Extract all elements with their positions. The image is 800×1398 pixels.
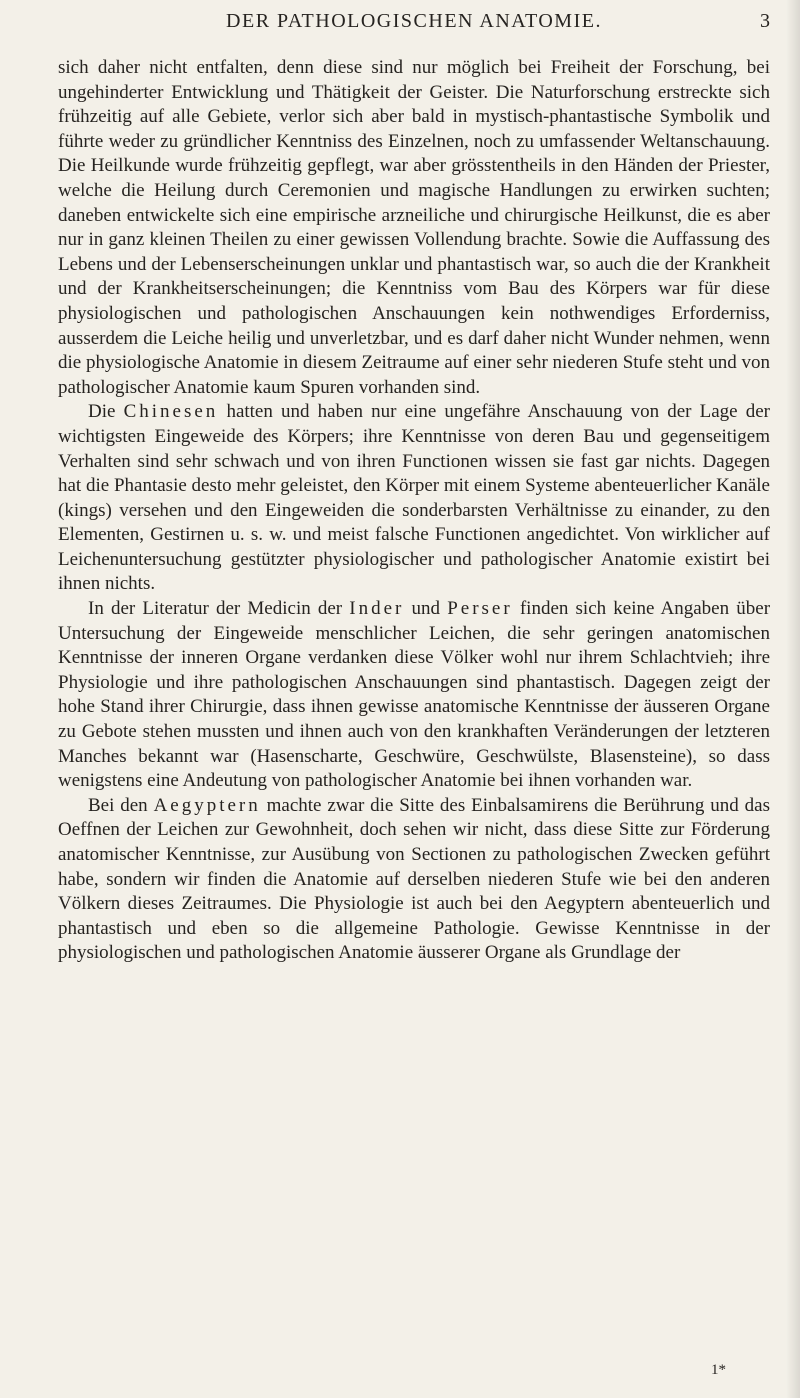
paragraph-2 bbox=[58, 400, 770, 597]
page-number: 3 bbox=[760, 10, 770, 32]
emphasized-name: Aegyptern bbox=[153, 794, 261, 816]
text-run: In der Literatur der Medicin der bbox=[88, 598, 350, 620]
text-run: Bei den bbox=[88, 794, 154, 816]
signature-mark: 1* bbox=[711, 1362, 726, 1378]
page-header bbox=[58, 10, 770, 40]
paragraph-4 bbox=[58, 794, 770, 966]
paragraph-3 bbox=[58, 597, 770, 794]
page-edge-shadow bbox=[786, 0, 800, 1398]
text-run: und bbox=[404, 598, 448, 620]
text-run: hatten und haben nur eine ungefähre Anschauung von der Lage der wichtigsten Eingeweide des Körpers; ihre Kenntnisse von deren Bau und gegenseitigem Verhalten sind sehr schwach und von ihren Functionen wissen sie fast gar nichts. Dagegen hat die Phantasie desto mehr geleistet, den Körper mit einem Systeme abenteuerlicher Kanäle (kings) versehen und den Eingeweiden die sonderbarsten Verhältnisse zu einander, zu den Elementen, Gestirnen u. s. w. und meist falsche Functionen angedichtet. Von wirklicher auf Leichenuntersuchung gestützter physiologischer und pathologischer Anatomie existirt bei ihnen nichts. bbox=[58, 401, 770, 595]
running-head: DER PATHOLOGISCHEN ANATOMIE. bbox=[226, 10, 602, 32]
emphasized-name: Inder bbox=[349, 598, 405, 620]
emphasized-name: Chinesen bbox=[123, 401, 219, 423]
emphasized-name: Perser bbox=[447, 598, 513, 620]
text-run: machte zwar die Sitte des Einbalsamirens die Berührung und das Oeffnen der Leichen zur Gewohnheit, doch sehen wir nicht, dass diese Sitte zur Förderung anatomischer Kenntnisse, zur Ausübung von Sectionen zu pathologischen Zwecken geführt habe, sondern wir finden die Anatomie auf derselben niederen Stufe wie bei den anderen Völkern dieses Zeitraumes. Die Physiologie ist auch bei den Aegyptern abenteuerlich und phantastisch und eben so die allgemeine Pathologie. Gewisse Kenntnisse in der physiologischen und pathologischen Anatomie äusserer Organe als Grundlage der bbox=[58, 794, 770, 964]
body-text bbox=[58, 56, 770, 966]
text-run: sich daher nicht entfalten, denn diese sind nur möglich bei Freiheit der Forschung, bei ungehinderter Entwicklung und Thätigkeit der Geister. Die Naturforschung erstreckte sich frühzeitig auf alle Gebiete, verlor sich aber bald in mystisch-phantastische Symbolik und führte weder zu gründlicher Kenntniss des Einzelnen, noch zu umfassender Weltanschauung. Die Heilkunde wurde frühzeitig gepflegt, war aber grösstentheils in den Händen der Priester, welche die Heilung durch Ceremonien und magische Handlungen zu erwirken suchten; daneben entwickelte sich eine empirische arzneiliche und chirurgische Heilkunst, die es aber nur in ganz kleinen Theilen zu einer gewissen Vollendung brachte. Sowie die Auffassung des Lebens und der Lebenserscheinungen unklar und phantastisch war, so auch die der Krankheit und der Krankheitserscheinungen; die Kenntniss vom Bau des Körpers war für diese physiologischen und pathologischen Anschauungen kein nothwendiges Erforderniss, ausserdem die Leiche heilig und unverletzbar, und es darf daher nicht Wunder nehmen, wenn die physiologische Anatomie in diesem Zeitraume auf einer sehr niederen Stufe steht und von pathologischer Anatomie kaum Spuren vorhanden sind. bbox=[58, 57, 770, 398]
text-run: finden sich keine Angaben über Untersuchung der Eingeweide menschlicher Leichen, die sehr geringen anatomischen Kenntnisse der inneren Organe verdanken diese Völker wohl nur ihrem Schlachtvieh; ihre Physiologie und ihre pathologischen Anschauungen sind phantastisch. Dagegen zeigt der hohe Stand ihrer Chirurgie, dass ihnen gewisse anatomische Kenntnisse der äusseren Organe zu Gebote stehen mussten und ihnen auch von den krankhaften Veränderungen der letzteren Manches bekannt war (Hasenscharte, Geschwüre, Geschwülste, Blasensteine), so dass wenigstens eine Andeutung von pathologischer Anatomie bei ihnen vorhanden war. bbox=[58, 598, 771, 792]
text-run: Die bbox=[88, 401, 124, 423]
signature-mark-row bbox=[58, 1362, 770, 1379]
paragraph-1 bbox=[58, 56, 770, 400]
